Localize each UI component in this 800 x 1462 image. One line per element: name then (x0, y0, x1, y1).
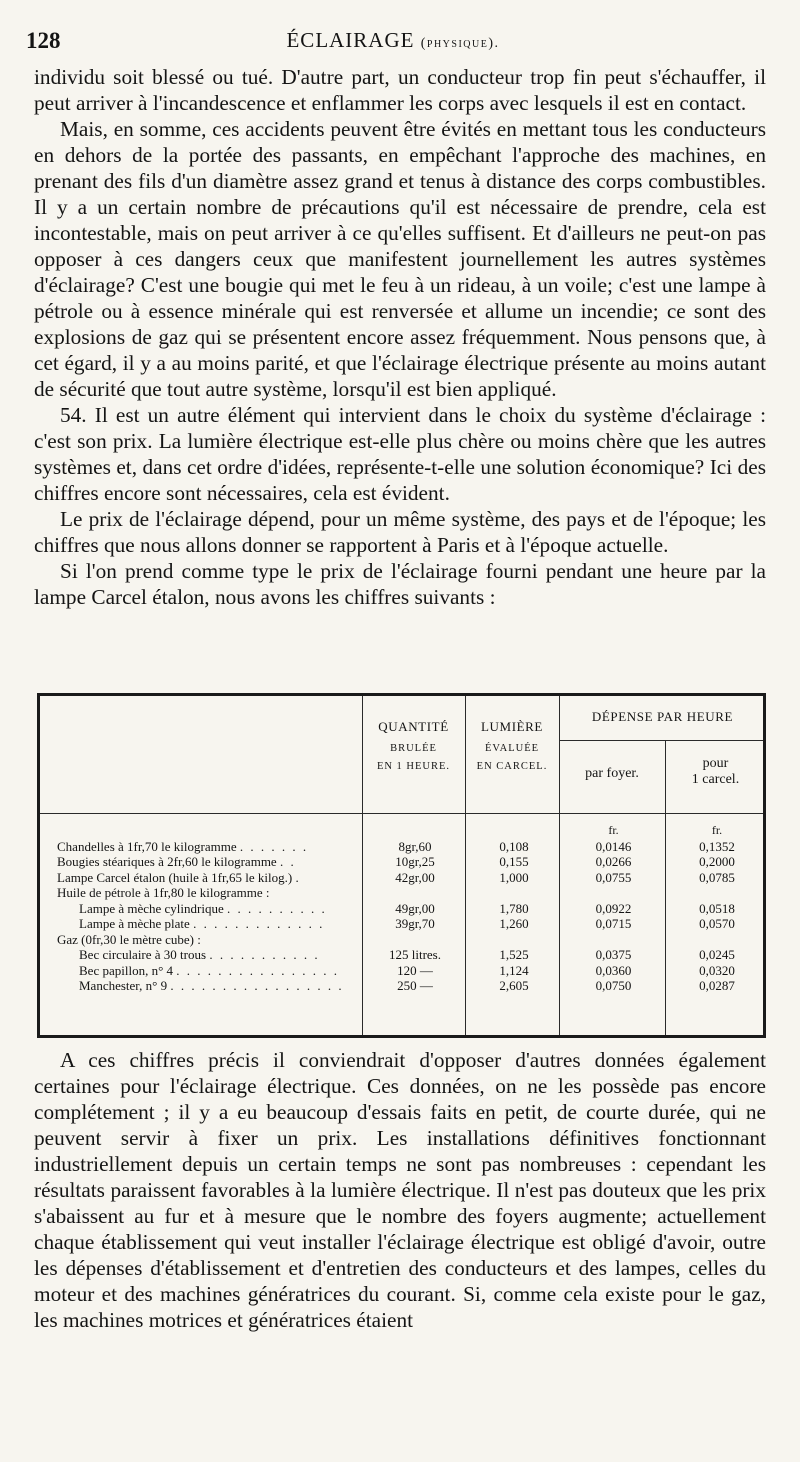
paragraph: Si l'on prend comme type le prix de l'éclairage fourni pendant une heure par la lampe Carcel étalon, nous avons les chiffres suivants : (34, 559, 766, 609)
cell-lumiere: 0,108 (499, 838, 529, 854)
cell-pour-carcel: 0,0570 (699, 916, 735, 931)
table-row (40, 901, 763, 917)
leader-dots: . . . . . . . . . . (227, 900, 327, 916)
table-row (40, 947, 763, 963)
row-label-text: Manchester, n° 9 (79, 978, 168, 993)
table-body (40, 823, 763, 994)
cell-pour-carcel: 0,0287 (699, 978, 735, 993)
cell-lumiere: 1,124 (499, 962, 529, 978)
cell-par-foyer: 0,0755 (595, 869, 632, 885)
header-quantite-sub1: BRULÉE (390, 742, 437, 754)
table-row (40, 854, 763, 870)
leader-dots: . . . . . . . . . . . . . (193, 916, 325, 931)
leader-dots: . . (279, 854, 296, 869)
table-row (40, 839, 763, 855)
cell-lumiere: 0,155 (499, 854, 529, 869)
cell-lumiere: 1,525 (499, 947, 529, 962)
unit-cell: fr. (608, 823, 619, 837)
cell-par-foyer: 0,0266 (595, 854, 632, 869)
row-label-text: Lampe à mèche cylindrique (79, 900, 224, 916)
header-pour-carcel-line2: 1 carcel. (691, 772, 740, 788)
row-label-text: Huile de pétrole à 1fr,80 le kilogramme : (57, 885, 270, 900)
cell-par-foyer: 0,0375 (595, 947, 632, 962)
row-label-text: Bougies stéariques à 2fr,60 le kilogramme (57, 854, 277, 869)
row-label-text: Chandelles à 1fr,70 le kilogramme (57, 838, 237, 854)
leader-dots: . . . . . . . (239, 838, 309, 854)
running-title (26, 28, 760, 53)
cell-quantite: 125 litres. (389, 947, 441, 962)
row-label-text: Bec circulaire à 30 trous (79, 947, 207, 962)
row-label-text: Bec papillon, n° 4 (79, 962, 174, 978)
header-lumiere-sub1: ÉVALUÉE (484, 742, 540, 754)
row-label-text: Gaz (0fr,30 le mètre cube) : (57, 931, 201, 947)
table-row (40, 978, 763, 994)
page-number: 128 (26, 28, 61, 53)
cell-lumiere: 1,780 (499, 900, 529, 916)
cell-par-foyer: 0,0360 (595, 962, 632, 978)
header-quantite-sub2: EN 1 HEURE. (376, 761, 451, 772)
paragraph: 54. Il est un autre élément qui intervient dans le choix du système d'éclairage : c'est son prix. La lumière électrique est-elle plus chère ou moins chère que les autres systèmes et, dans cet ordre d'idées, représente-t-elle une solution économique? Ici des chiffres encore sont nécessaires, cela est évident. (34, 403, 766, 505)
cell-quantite: 42gr,00 (395, 869, 435, 885)
table-unit-row (40, 823, 763, 839)
cell-lumiere: 2,605 (499, 978, 529, 993)
cell-quantite: 10gr,25 (395, 854, 435, 869)
row-label-text: Lampe Carcel étalon (huile à 1fr,65 le kilog.) (57, 869, 293, 885)
leader-dots: . . . . . . . . . . . . . . . . (176, 962, 340, 978)
cell-par-foyer: 0,0922 (595, 900, 632, 916)
running-title-sub: (physique). (420, 36, 500, 51)
row-label-text: Lampe à mèche plate (79, 916, 190, 931)
text-block-bottom (34, 1047, 766, 1333)
cell-quantite: 39gr,70 (395, 916, 435, 931)
header-lumiere (465, 720, 559, 773)
cell-pour-carcel: 0,0320 (699, 962, 735, 978)
paragraph: Le prix de l'éclairage dépend, pour un même système, des pays et de l'époque; les chiffres que nous allons donner se rapportent à Paris et à l'époque actuelle. (34, 507, 766, 557)
row-label (79, 978, 362, 994)
header-lumiere-title: LUMIÈRE (481, 719, 543, 734)
header-quantite-title: QUANTITÉ (378, 719, 449, 734)
cell-par-foyer: 0,0750 (595, 978, 632, 993)
unit-cell: fr. (711, 823, 723, 837)
paragraph: A ces chiffres précis il conviendrait d'opposer d'autres données également certaines pour l'éclairage électrique. Ces données, on ne les possède pas encore complétement ; il y a eu beaucoup d'essais faits en petit, de courte durée, qui ne peuvent servir à fixer un prix. Les installations définitives fonctionnant industriellement depuis un certain temps ne sont pas nombreuses : cependant les résultats paraissent favorables à la lumière électrique. Il n'est pas douteux que les prix s'abaissent au fur et à mesure que le nombre des foyers augmente; actuellement chaque établissement qui veut installer l'éclairage électrique est obligé d'avoir, outre les dépenses d'établissement et d'entretien des conducteurs et des lampes, celles du moteur et des machines génératrices du courant. Si, comme cela existe pour le gaz, les machines motrices et génératrices étaient (34, 1048, 766, 1332)
header-pour-carcel (665, 756, 766, 788)
header-par-foyer: par foyer. (585, 766, 639, 781)
cell-pour-carcel: 0,2000 (699, 854, 735, 869)
page-header (26, 28, 760, 58)
header-subdivider (559, 740, 763, 741)
price-table (37, 693, 766, 1038)
cell-pour-carcel: 0,0245 (699, 947, 735, 962)
cell-quantite: 49gr,00 (395, 900, 435, 916)
table-row (40, 885, 763, 901)
cell-pour-carcel: 0,0518 (699, 900, 735, 916)
row-label (79, 916, 362, 932)
row-label (79, 901, 362, 917)
row-label (79, 947, 362, 963)
leader-dots: . . . . . . . . . . . (209, 947, 320, 962)
header-divider (40, 813, 763, 814)
cell-par-foyer: 0,0715 (595, 916, 632, 931)
cell-quantite: 8gr,60 (398, 838, 432, 854)
header-quantite (362, 720, 465, 773)
table-row (40, 870, 763, 886)
header-pour-carcel-line1: pour (702, 756, 729, 771)
table-row (40, 916, 763, 932)
cell-quantite: 250 — (397, 978, 433, 993)
leader-dots: . (295, 869, 301, 885)
cell-pour-carcel: 0,0785 (699, 869, 735, 885)
cell-par-foyer: 0,0146 (595, 838, 632, 854)
header-depense: DÉPENSE PAR HEURE (591, 709, 734, 724)
row-label (57, 839, 362, 855)
leader-dots: . . . . . . . . . . . . . . . . . (170, 978, 344, 993)
cell-lumiere: 1,260 (499, 916, 529, 931)
text-block-top (34, 64, 766, 610)
cell-lumiere: 1,000 (499, 869, 529, 885)
table-row (40, 932, 763, 948)
cell-pour-carcel: 0,1352 (699, 838, 735, 854)
paragraph: individu soit blessé ou tué. D'autre part, un conducteur trop fin peut s'échauffer, il peut arriver à l'incandescence et enflammer les corps avec lesquels il est en contact. (34, 65, 766, 115)
paragraph: Mais, en somme, ces accidents peuvent être évités en mettant tous les conducteurs en dehors de la portée des passants, en empêchant l'approche des machines, en prenant des fils d'un diamètre assez grand et tenus à distance des corps combustibles. Il y a un certain nombre de précautions qu'il est nécessaire de prendre, cela est incontestable, mais on peut arriver à ce qu'elles suffisent. Et d'ailleurs ne peut-on pas opposer à ces dangers ceux que manifestent journellement les autres systèmes d'éclairage? C'est une bougie qui met le feu à un rideau, à un voile; c'est une lampe à pétrole ou à essence minérale qui est renversée et allume un incendie; ce sont des explosions de gaz qui se présentent encore assez fréquemment. Nous pensons que, à cet égard, il y a au moins parité, et que l'éclairage électrique présente au moins autant de sécurité que tout autre système, lorsqu'il est bien appliqué. (34, 117, 766, 401)
row-label (57, 885, 362, 901)
table-row (40, 963, 763, 979)
cell-quantite: 120 — (397, 962, 433, 978)
header-lumiere-sub2: EN CARCEL. (476, 761, 548, 772)
row-label (57, 932, 362, 948)
row-label (79, 963, 362, 979)
row-label (57, 870, 362, 886)
row-label (57, 854, 362, 870)
running-title-main: ÉCLAIRAGE (286, 28, 415, 52)
